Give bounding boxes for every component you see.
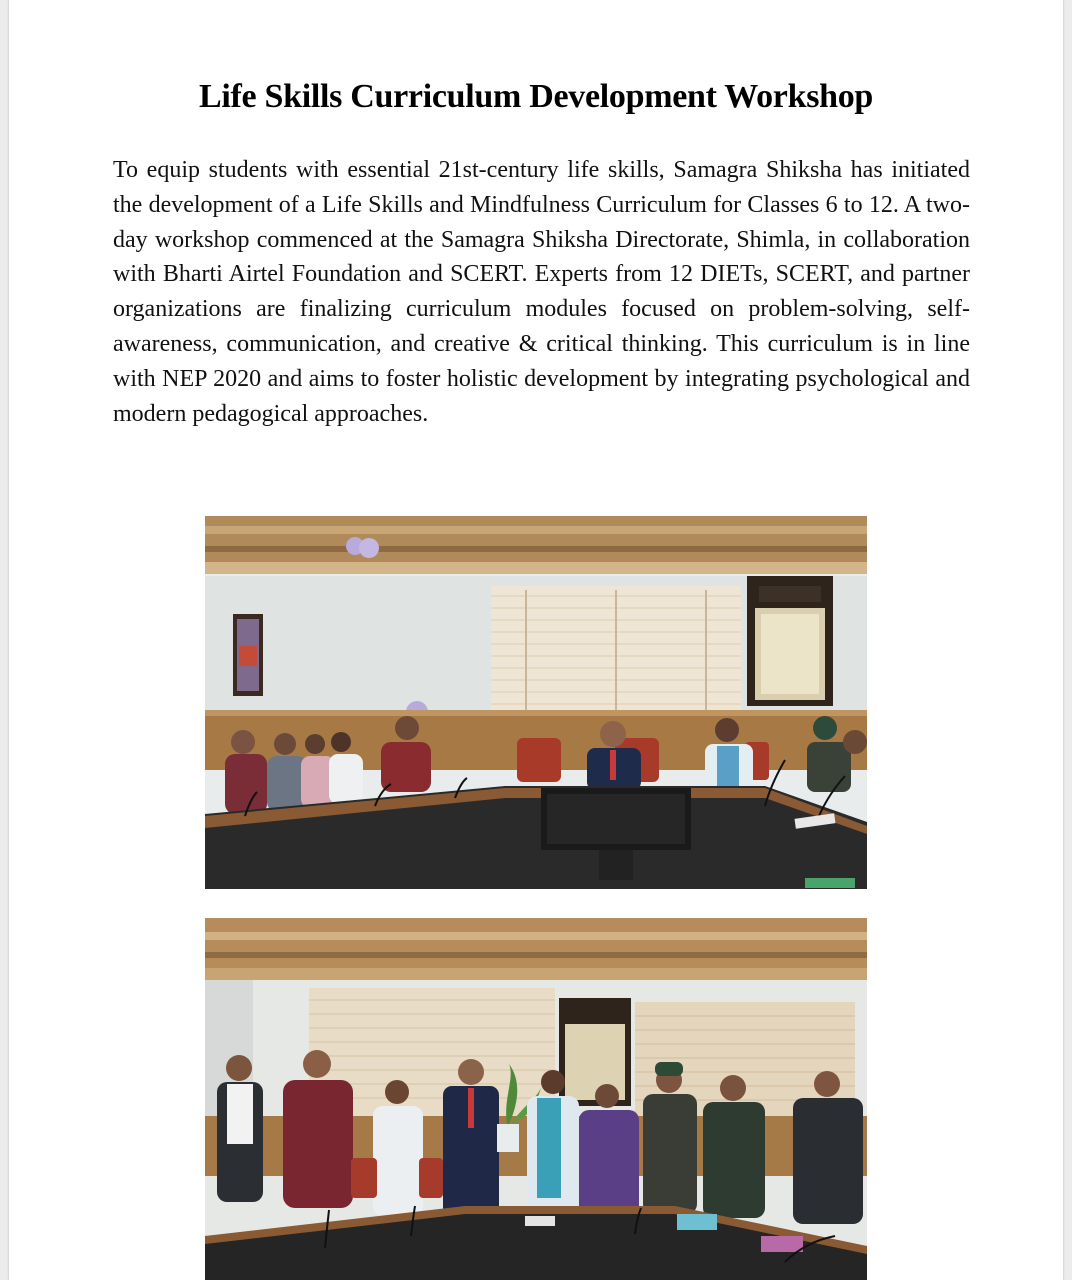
plant-presentation-photo bbox=[205, 918, 867, 1280]
workshop-meeting-photo bbox=[205, 516, 867, 889]
page-title: Life Skills Curriculum Development Workshop bbox=[198, 78, 874, 115]
body-paragraph: To equip students with essential 21st-century life skills, Samagra Shiksha has initiated the development of a Life Skills and Mindfulness Curriculum for Classes 6 to 12. A two-day workshop commenced at the Samagra Shiksha Directorate, Shimla, in collaboration with Bharti Airtel Foundation and SCERT. Experts from 12 DIETs, SCERT, and partner organizations are finalizing curriculum modules focused on problem-solving, self-awareness, communication, and creative & critical thinking. This curriculum is in line with NEP 2020 and aims to foster holistic development by integrating psychological and modern pedagogical approaches. bbox=[113, 157, 970, 427]
document-page bbox=[9, 0, 1063, 1280]
